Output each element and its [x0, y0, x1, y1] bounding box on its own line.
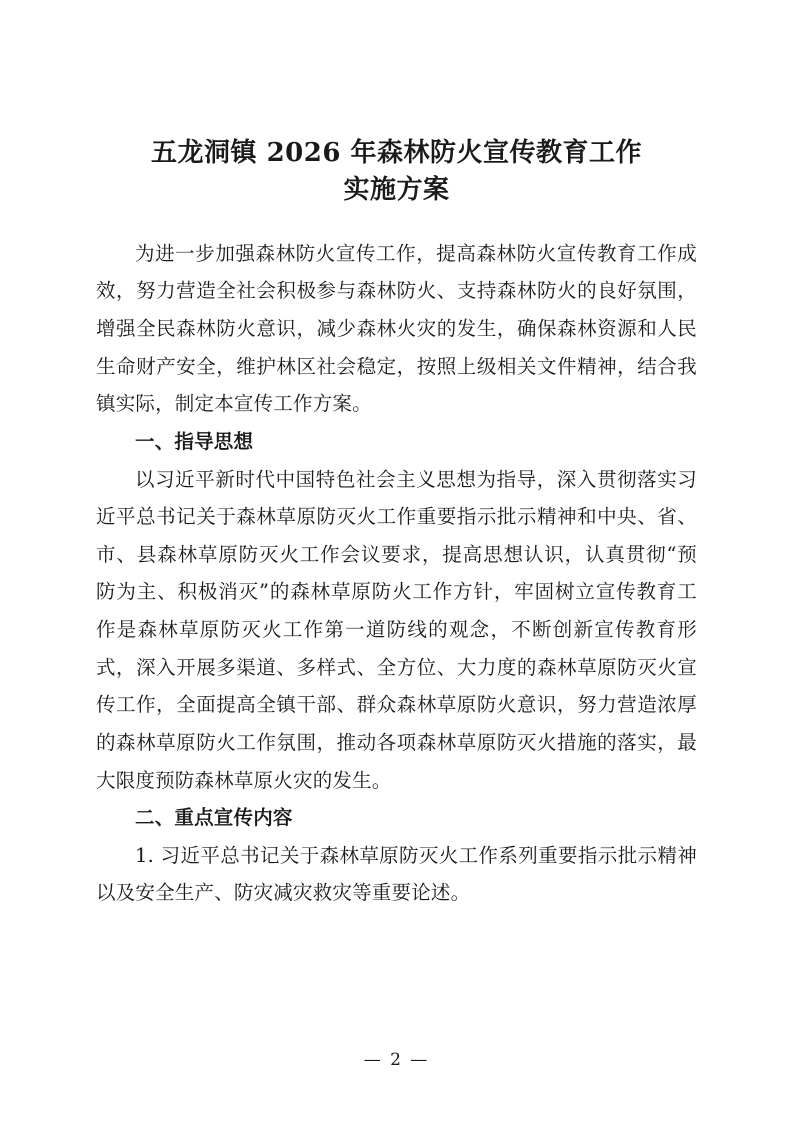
- document-body: [96, 235, 697, 912]
- page-title-line-2: 实施方案: [343, 174, 450, 205]
- page-title: [96, 135, 697, 209]
- page-number-footer: — 2 —: [363, 1050, 430, 1070]
- paragraph-key-content-item-1: 1. 习近平总书记关于森林草原防灭火工作系列重要指示批示精神以及安全生产、防灾减灾救灾等重要论述。: [96, 843, 697, 905]
- page-title-line-1: 五龙洞镇 2026 年森林防火宣传教育工作: [151, 138, 642, 168]
- paragraph-guiding-thought: 以习近平新时代中国特色社会主义思想为指导，深入贯彻落实习近平总书记关于森林草原防灭火工作重要指示批示精神和中央、省、市、县森林草原防灭火工作会议要求，提高思想认识，认真贯彻“预防为主、积极消灭”的森林草原防火工作方针，牢固树立宣传教育工作是森林草原防灭火工作第一道防线的观念，不断创新宣传教育形式，深入开展多渠道、多样式、全方位、大力度的森林草原防灭火宣传工作，全面提高全镇干部、群众森林草原防火意识，努力营造浓厚的森林草原防火工作氛围，推动各项森林草原防灭火措施的落实，最大限度预防森林草原火灾的发生。: [96, 467, 697, 792]
- section-heading-key-content: 二、重点宣传内容: [135, 806, 293, 830]
- paragraph-intro: 为进一步加强森林防火宣传工作，提高森林防火宣传教育工作成效，努力营造全社会积极参与森林防火、支持森林防火的良好氛围，增强全民森林防火意识，减少森林火灾的发生，确保森林资源和人民生命财产安全，维护林区社会稳定，按照上级相关文件精神，结合我镇实际，制定本宣传工作方案。: [96, 241, 697, 416]
- section-heading-guiding-thought: 一、指导思想: [135, 429, 254, 453]
